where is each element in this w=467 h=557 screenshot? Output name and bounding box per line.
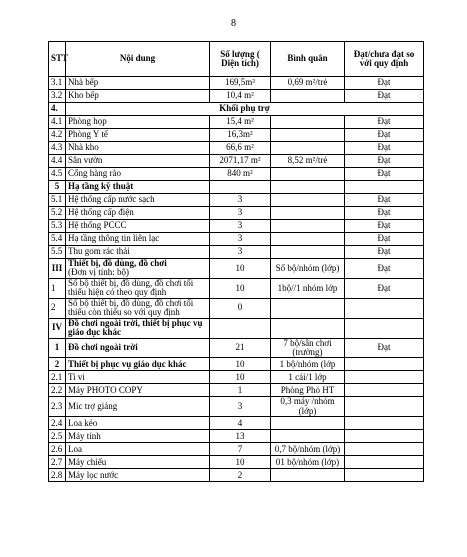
row-stt: 2	[49, 358, 66, 371]
row-content: Thu gom rác thải	[66, 246, 210, 259]
row-content: Hạ tầng kỹ thuật	[66, 181, 210, 194]
row-stt: 5.5	[49, 246, 66, 259]
row-status: Đạt	[345, 90, 424, 103]
row-content: Loa	[66, 443, 210, 456]
row-quantity: 10	[210, 358, 271, 371]
row-stt: III	[49, 259, 66, 279]
row-quantity: 3	[210, 194, 271, 207]
table-row	[49, 116, 424, 129]
row-stt: 1	[49, 338, 66, 358]
row-stt: 2.3	[49, 397, 66, 417]
row-stt: 5.2	[49, 207, 66, 220]
row-stt: 4.4	[49, 155, 66, 168]
row-quantity: 66,6 m²	[210, 142, 271, 155]
table-row	[49, 142, 424, 155]
row-quantity: 10	[210, 371, 271, 384]
row-content: Đồ chơi ngoài trời	[66, 338, 210, 358]
row-average	[271, 233, 345, 246]
facilities-table	[48, 41, 424, 482]
row-status: Đạt	[345, 233, 424, 246]
row-status	[345, 469, 424, 482]
row-average: 01 bộ/nhóm (lớp)	[271, 456, 345, 469]
row-content: Hạ tầng thông tin liên lạc	[66, 233, 210, 246]
table-row	[49, 298, 424, 318]
row-average	[271, 194, 345, 207]
row-status	[345, 397, 424, 417]
row-average: 1bộ//1 nhóm lớp	[271, 278, 345, 298]
table-row	[49, 129, 424, 142]
row-status	[345, 371, 424, 384]
table-row	[49, 397, 424, 417]
row-status: Đạt	[345, 168, 424, 181]
row-quantity: 15,4 m²	[210, 116, 271, 129]
row-quantity: 13	[210, 430, 271, 443]
row-stt: 5.3	[49, 220, 66, 233]
row-average	[271, 129, 345, 142]
row-stt: 2.5	[49, 430, 66, 443]
row-quantity: 169,5m²	[210, 77, 271, 90]
row-status	[345, 384, 424, 397]
table-row	[49, 194, 424, 207]
row-average: 0,3 máy /nhóm (lớp)	[271, 397, 345, 417]
row-status: Đạt	[345, 207, 424, 220]
table-row	[49, 168, 424, 181]
table-row	[49, 358, 424, 371]
row-stt: 4.	[49, 103, 66, 116]
row-content: Hệ thống PCCC	[66, 220, 210, 233]
row-quantity: 16,3m²	[210, 129, 271, 142]
table-row	[49, 318, 424, 338]
row-content: Nhà bếp	[66, 77, 210, 90]
header-stt: STT	[49, 42, 66, 77]
row-quantity: 1	[210, 384, 271, 397]
row-status: Đạt	[345, 338, 424, 358]
row-average	[271, 298, 345, 318]
row-average: Số bộ/nhóm (lớp)	[271, 259, 345, 279]
row-average	[271, 220, 345, 233]
row-quantity: 10	[210, 278, 271, 298]
row-quantity: 3	[210, 220, 271, 233]
row-status	[345, 430, 424, 443]
row-status: Đạt	[345, 246, 424, 259]
row-average: 1 bộ/nhóm (lớp	[271, 358, 345, 371]
row-quantity: 840 m²	[210, 168, 271, 181]
row-average: 0,7 bộ/nhóm (lớp)	[271, 443, 345, 456]
row-average	[271, 246, 345, 259]
row-average	[271, 417, 345, 430]
table-row	[49, 384, 424, 397]
row-status: Đạt	[345, 155, 424, 168]
row-average	[271, 90, 345, 103]
row-stt: 4.5	[49, 168, 66, 181]
row-stt: 5.4	[49, 233, 66, 246]
page-cutoff	[0, 548, 467, 557]
page-number: 8	[231, 18, 236, 29]
row-average: 0,69 m²/trẻ	[271, 77, 345, 90]
row-stt: 3.2	[49, 90, 66, 103]
table-row	[49, 90, 424, 103]
table-row	[49, 338, 424, 358]
row-content: Số bộ thiết bị, đồ dùng, đồ chơi tối thiểu hiện có theo quy định	[66, 278, 210, 298]
table-row	[49, 207, 424, 220]
table-row	[49, 371, 424, 384]
header-quantity: Số lượng ( Diện tích)	[210, 42, 271, 77]
row-stt: 2.6	[49, 443, 66, 456]
row-content: Hệ thống cấp nước sạch	[66, 194, 210, 207]
row-status: Đạt	[345, 116, 424, 129]
row-average: 1 cái/1 lớp	[271, 371, 345, 384]
row-status	[345, 298, 424, 318]
row-quantity: 3	[210, 397, 271, 417]
table-row	[49, 278, 424, 298]
row-average	[271, 430, 345, 443]
row-stt: 5.1	[49, 194, 66, 207]
table-row	[49, 443, 424, 456]
row-stt: 2.7	[49, 456, 66, 469]
table-row	[49, 246, 424, 259]
row-status	[345, 417, 424, 430]
row-content: Phòng Y tế	[66, 129, 210, 142]
row-stt: 2.2	[49, 384, 66, 397]
row-average	[271, 181, 345, 194]
row-status	[345, 456, 424, 469]
row-status: Đạt	[345, 278, 424, 298]
row-content: Loa kéo	[66, 417, 210, 430]
table-row	[49, 417, 424, 430]
row-content: Máy chiếu	[66, 456, 210, 469]
row-content: Ti vi	[66, 371, 210, 384]
row-stt: 2	[49, 298, 66, 318]
row-status: Đạt	[345, 220, 424, 233]
table-row	[49, 259, 424, 279]
row-quantity	[210, 181, 271, 194]
row-stt: 2.8	[49, 469, 66, 482]
row-quantity: 3	[210, 233, 271, 246]
row-content: Máy lọc nước	[66, 469, 210, 482]
row-content: Hệ thống cấp điện	[66, 207, 210, 220]
row-quantity: 10	[210, 259, 271, 279]
header-content: Nội dung	[66, 42, 210, 77]
row-status: Đạt	[345, 194, 424, 207]
row-stt: IV	[49, 318, 66, 338]
table-header-row	[49, 42, 424, 77]
row-content: Máy PHOTO COPY	[66, 384, 210, 397]
row-stt: 3.1	[49, 77, 66, 90]
row-status: Đạt	[345, 129, 424, 142]
row-stt: 4.1	[49, 116, 66, 129]
table-row	[49, 430, 424, 443]
row-quantity: 0	[210, 298, 271, 318]
row-status	[345, 318, 424, 338]
row-content: Phòng họp	[66, 116, 210, 129]
row-content-unit: (Đơn vị tính: bộ)	[68, 267, 130, 278]
row-average	[271, 116, 345, 129]
row-average: Phòng Phó HT	[271, 384, 345, 397]
row-stt: 2.1	[49, 371, 66, 384]
row-content: Cổng hàng rào	[66, 168, 210, 181]
row-status: Đạt	[345, 259, 424, 279]
row-status: Đạt	[345, 142, 424, 155]
row-content: Thiết bị, đồ dùng, đồ chơi (Đơn vị tính: bộ)	[66, 259, 210, 279]
row-status	[345, 443, 424, 456]
row-average: 8,52 m²/trẻ	[271, 155, 345, 168]
row-stt: 1	[49, 278, 66, 298]
row-average	[271, 318, 345, 338]
row-quantity: 10	[210, 456, 271, 469]
row-average	[271, 168, 345, 181]
row-stt: 4.2	[49, 129, 66, 142]
table-row	[49, 456, 424, 469]
row-content: Thiết bị phục vụ giáo dục khác	[66, 358, 210, 371]
header-average: Bình quân	[271, 42, 345, 77]
row-stt: 5	[49, 181, 66, 194]
row-status	[345, 181, 424, 194]
row-content: Số bộ thiết bị, đồ dùng, đồ chơi tối thiểu còn thiếu so với quy định	[66, 298, 210, 318]
row-content: Kho bếp	[66, 90, 210, 103]
table-row	[49, 181, 424, 194]
table-row	[49, 103, 424, 116]
row-quantity: 2071,17 m²	[210, 155, 271, 168]
row-average: 7 bộ/sân chơi (trường)	[271, 338, 345, 358]
row-quantity	[210, 318, 271, 338]
row-quantity: 4	[210, 417, 271, 430]
table-row	[49, 233, 424, 246]
row-stt: 2.4	[49, 417, 66, 430]
row-quantity: 3	[210, 207, 271, 220]
row-quantity: 10,4 m²	[210, 90, 271, 103]
row-quantity: 7	[210, 443, 271, 456]
table-body	[49, 77, 424, 482]
row-average	[271, 207, 345, 220]
row-average	[271, 469, 345, 482]
row-average	[271, 142, 345, 155]
row-content: Máy tính	[66, 430, 210, 443]
row-quantity: 2	[210, 469, 271, 482]
row-content: Đồ chơi ngoài trời, thiết bị phục vụ giáo dục khác	[66, 318, 210, 338]
row-status	[345, 358, 424, 371]
row-status: Đạt	[345, 77, 424, 90]
table-row	[49, 155, 424, 168]
row-content: Sân vườn	[66, 155, 210, 168]
row-content: Mic trợ giảng	[66, 397, 210, 417]
table-row	[49, 469, 424, 482]
table-row	[49, 220, 424, 233]
row-quantity: 21	[210, 338, 271, 358]
header-status: Đạt/chưa đạt so với quy định	[345, 42, 424, 77]
row-content: Nhà kho	[66, 142, 210, 155]
row-quantity: 3	[210, 246, 271, 259]
table-row	[49, 77, 424, 90]
row-stt: 4.3	[49, 142, 66, 155]
row-section-title: Khối phụ trợ	[66, 103, 424, 116]
